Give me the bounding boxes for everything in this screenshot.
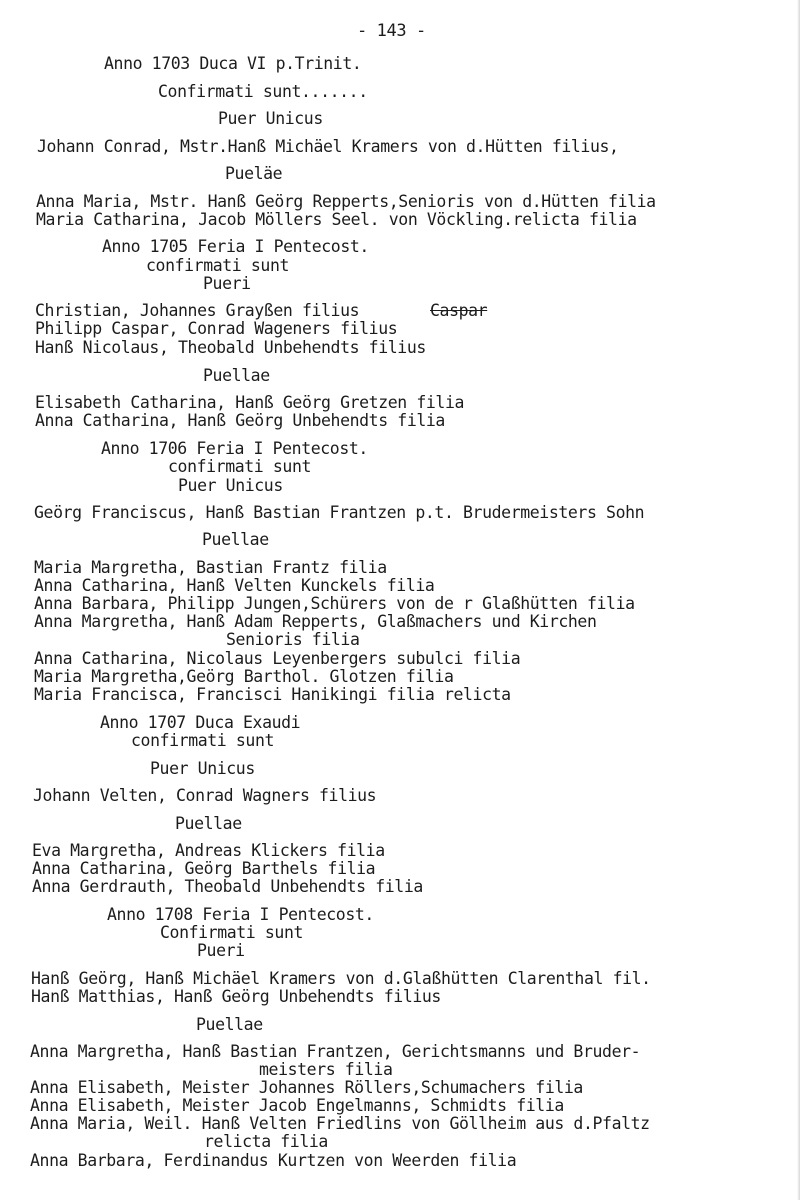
- entry-line: Anna Margretha, Hanß Bastian Frantzen, Gerichtsmanns und Bruder-: [30, 1042, 641, 1061]
- entry-line: Anna Margretha, Hanß Adam Repperts, Glaßmachers und Kirchen: [34, 612, 597, 631]
- group-heading: Puer Unicus: [178, 476, 283, 495]
- entry-line: Elisabeth Catharina, Hanß Geörg Gretzen filia: [35, 393, 465, 412]
- entry-line: Anna Barbara, Ferdinandus Kurtzen von Weerden filia: [30, 1151, 517, 1170]
- section-heading-1706: Anno 1706 Feria I Pentecost.: [101, 439, 368, 458]
- entry-line: Maria Margretha, Bastian Frantz filia: [34, 558, 387, 577]
- entry-line: Christian, Johannes Grayßen filius: [35, 301, 360, 320]
- entry-line: Anna Catharina, Hanß Geörg Unbehendts filia: [35, 411, 445, 430]
- entry-line: Anna Gerdrauth, Theobald Unbehendts filia: [32, 877, 423, 896]
- entry-line: Philipp Caspar, Conrad Wageners filius: [35, 319, 398, 338]
- section-heading-1703: Anno 1703 Duca VI p.Trinit.: [104, 54, 362, 73]
- group-heading: Pueri: [197, 941, 245, 960]
- entry-line: Anna Catharina, Geörg Barthels filia: [32, 859, 376, 878]
- subheading: confirmati sunt: [168, 457, 312, 476]
- section-heading-1705: Anno 1705 Feria I Pentecost.: [102, 237, 369, 256]
- entry-continuation: relicta filia: [204, 1132, 328, 1151]
- entry-line: Maria Margretha,Geörg Barthol. Glotzen filia: [34, 667, 454, 686]
- entry-line: Hanß Nicolaus, Theobald Unbehendts filius: [35, 338, 426, 357]
- entry-continuation: Senioris filia: [226, 630, 360, 649]
- entry-line: Hanß Matthias, Hanß Geörg Unbehendts filius: [31, 987, 441, 1006]
- subheading: confirmati sunt: [131, 731, 275, 750]
- group-heading: Pueläe: [225, 164, 283, 183]
- subheading: Confirmati sunt.......: [158, 82, 368, 101]
- entry-line: Anna Elisabeth, Meister Jacob Engelmanns, Schmidts filia: [30, 1096, 564, 1115]
- subheading: Confirmati sunt: [160, 923, 304, 942]
- section-heading-1707: Anno 1707 Duca Exaudi: [100, 713, 301, 732]
- group-heading: Pueri: [203, 274, 251, 293]
- group-heading: Puellae: [196, 1015, 263, 1034]
- entry-line: Anna Elisabeth, Meister Johannes Röllers,Schumachers filia: [30, 1078, 583, 1097]
- struck-word: Caspar: [430, 301, 488, 320]
- entry-line: Maria Francisca, Francisci Hanikingi filia relicta: [34, 685, 511, 704]
- section-heading-1708: Anno 1708 Feria I Pentecost.: [107, 905, 374, 924]
- entry-line: Anna Catharina, Nicolaus Leyenbergers subulci filia: [34, 649, 521, 668]
- group-heading: Puer Unicus: [150, 759, 255, 778]
- entry-line: Anna Maria, Mstr. Hanß Geörg Repperts,Senioris von d.Hütten filia: [36, 192, 656, 211]
- entry-line: Johann Velten, Conrad Wagners filius: [33, 786, 377, 805]
- entry-continuation: meisters filia: [259, 1060, 393, 1079]
- subheading: confirmati sunt: [146, 256, 290, 275]
- group-heading: Puellae: [203, 366, 270, 385]
- group-heading: Puer Unicus: [218, 109, 323, 128]
- entry-line: Anna Catharina, Hanß Velten Kunckels filia: [34, 576, 435, 595]
- group-heading: Puellae: [175, 814, 242, 833]
- entry-line: Hanß Geörg, Hanß Michäel Kramers von d.Glaßhütten Clarenthal fil.: [31, 969, 651, 988]
- entry-line: Anna Maria, Weil. Hanß Velten Friedlins von Göllheim aus d.Pfaltz: [30, 1114, 650, 1133]
- entry-line: Geörg Franciscus, Hanß Bastian Frantzen p.t. Brudermeisters Sohn: [34, 503, 645, 522]
- group-heading: Puellae: [202, 530, 269, 549]
- entry-line: Maria Catharina, Jacob Möllers Seel. von Vöckling.relicta filia: [36, 210, 637, 229]
- entry-line: Anna Barbara, Philipp Jungen,Schürers von de r Glaßhütten filia: [34, 594, 635, 613]
- page-number: - 143 -: [357, 21, 426, 41]
- entry-line: Johann Conrad, Mstr.Hanß Michäel Kramers von d.Hütten filius,: [37, 137, 619, 156]
- entry-line: Eva Margretha, Andreas Klickers filia: [32, 841, 385, 860]
